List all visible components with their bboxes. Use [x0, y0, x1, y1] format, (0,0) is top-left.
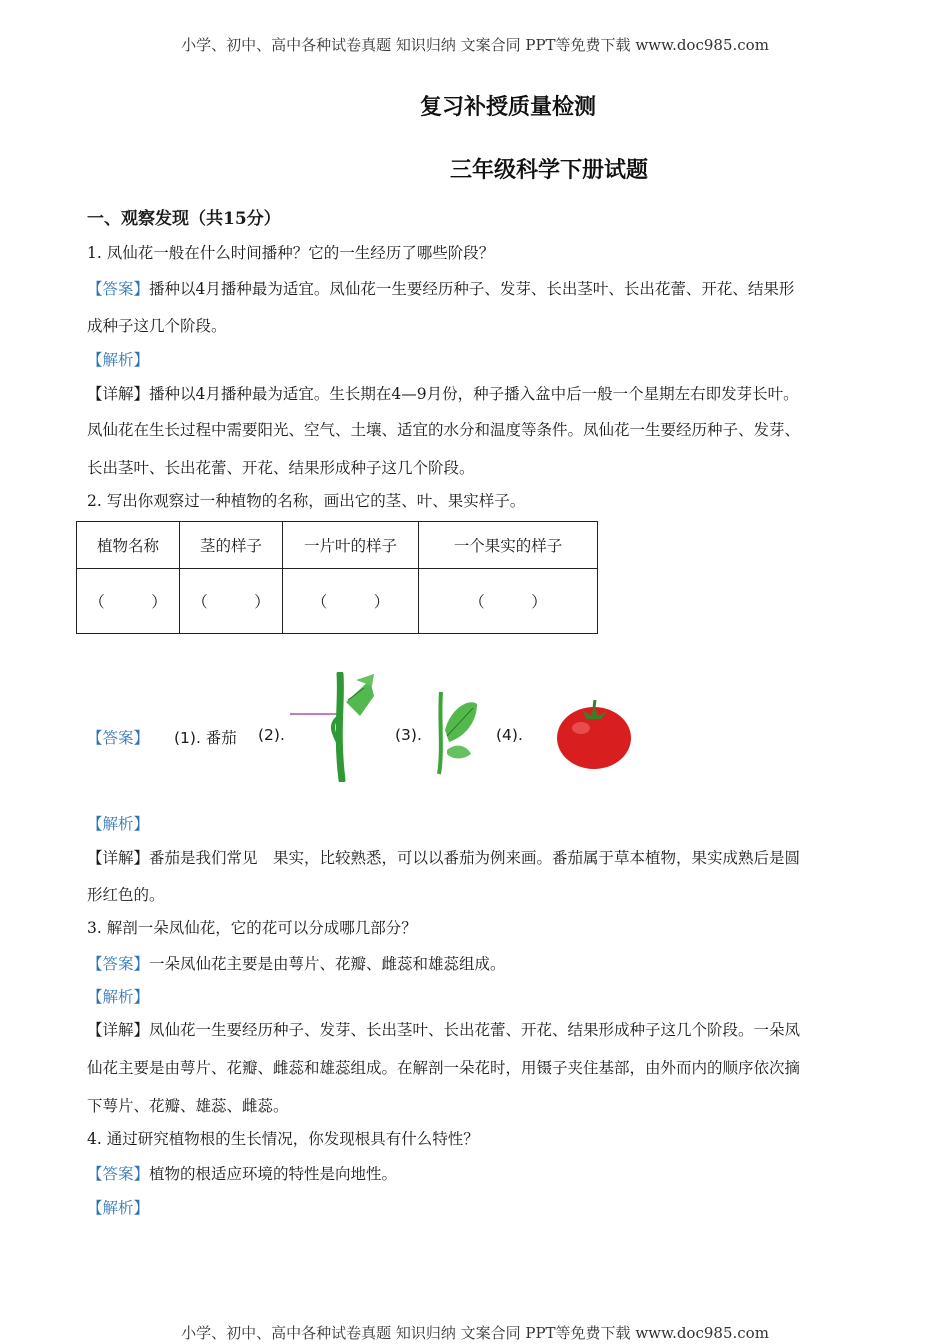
q1-analysis: [87, 348, 867, 370]
q3-detail-line-2: 仙花主要是由萼片、花瓣、雌蕊和雄蕊组成。在解剖一朵花时，用镊子夹住基部，由外而内的顺序依次摘: [87, 1059, 801, 1077]
leaf-drawing: [433, 690, 481, 776]
table-cell: （ ）: [77, 569, 180, 634]
q2-question: 2. 写出你观察过一种植物的名称，画出它的茎、叶、果实样子。: [87, 492, 526, 510]
q3-answer: 【答案】一朵凤仙花主要是由萼片、花瓣、雌蕊和雄蕊组成。: [87, 955, 506, 973]
q4-question: 4. 通过研究植物根的生长情况，你发现根具有什么特性？: [87, 1130, 479, 1148]
page-header: 小学、初中、高中各种试卷真题 知识归纳 文案合同 PPT等免费下载 www.doc985.com: [181, 36, 769, 54]
q3-detail-line-3: 下萼片、花瓣、雄蕊、雌蕊。: [87, 1097, 289, 1115]
q3-detail-line-1: 【详解】凤仙花一生要经历种子、发芽、长出茎叶、长出花蕾、开花、结果形成种子这几个阶段。一朵凤: [87, 1021, 801, 1039]
q1-detail-line-3: 长出茎叶、长出花蕾、开花、结果形成种子这几个阶段。: [87, 459, 475, 477]
q3-analysis: 【解析】: [87, 988, 150, 1006]
q2-answer-part-2: (2).: [258, 726, 285, 744]
q2-answer-part-3: (3).: [395, 726, 422, 744]
q2-answer-part-4: (4).: [496, 726, 523, 744]
table-header-cell: 植物名称: [77, 522, 180, 569]
table-header-cell: 一个果实的样子: [419, 522, 598, 569]
answer-tag: 【答案】: [87, 280, 150, 298]
q2-detail-line-1: 【详解】番茄是我们常见 果实，比较熟悉，可以以番茄为例来画。番茄属于草本植物，果实成熟后是圆: [87, 849, 801, 867]
title-main: 复习补授质量检测: [420, 94, 597, 120]
q2-analysis: 【解析】: [87, 815, 150, 833]
q1-detail-line-2: 凤仙花在生长过程中需要阳光、空气、土壤、适宜的水分和温度等条件。凤仙花一生要经历种子、发芽、: [87, 421, 801, 439]
q1-answer-line-2: 成种子这几个阶段。: [87, 317, 227, 335]
q1-answer-line-1: 【答案】播种以4月播种最为适宜。凤仙花一生要经历种子、发芽、长出茎叶、长出花蕾、开花、结果形: [87, 280, 795, 298]
q2-answer-tag: 【答案】: [87, 729, 150, 747]
tomato-drawing: [553, 696, 635, 772]
q3-question: 3. 解剖一朵凤仙花，它的花可以分成哪几部分？: [87, 919, 417, 937]
table-cell: （ ）: [283, 569, 419, 634]
title-sub: 三年级科学下册试题: [450, 157, 649, 183]
detail-tag: 【详解】: [87, 385, 150, 403]
q2-answer-part-1: (1). 番茄: [174, 729, 237, 747]
q2-detail-line-2: 形红色的。: [87, 886, 165, 904]
table-header-cell: 茎的样子: [180, 522, 283, 569]
q4-answer: 【答案】植物的根适应环境的特性是向地性。: [87, 1165, 398, 1183]
q1-detail-line-1: 【详解】播种以4月播种最为适宜。生长期在4—9月份，种子播入盆中后一般一个星期左右即发芽长叶。: [87, 385, 799, 403]
q1-question: 1. 凤仙花一般在什么时间播种？它的一生经历了哪些阶段？: [87, 244, 495, 262]
table-header-cell: 一片叶的样子: [283, 522, 419, 569]
q4-analysis: 【解析】: [87, 1199, 150, 1217]
stem-drawing: [290, 672, 376, 782]
analysis-tag: 【解析】: [87, 351, 150, 369]
table-cell: （ ）: [419, 569, 598, 634]
page-footer: 小学、初中、高中各种试卷真题 知识归纳 文案合同 PPT等免费下载 www.doc985.com: [181, 1324, 769, 1342]
table-cell: （ ）: [180, 569, 283, 634]
plant-table: [76, 521, 598, 634]
section-heading: 一、观察发现（共15分）: [87, 209, 281, 229]
